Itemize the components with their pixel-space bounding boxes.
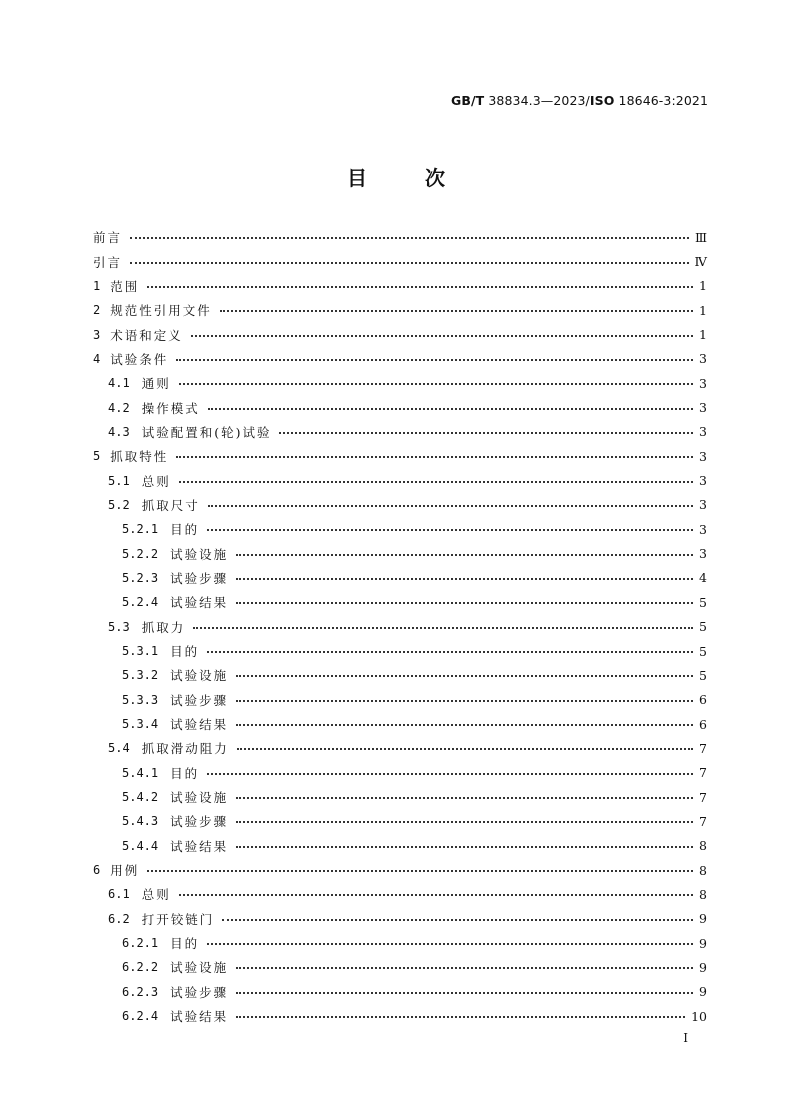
toc-dot-leader	[236, 846, 693, 848]
toc-dot-leader	[236, 578, 693, 580]
toc-entry-page: 3	[699, 497, 707, 513]
toc-entry-label: 试验步骤	[170, 814, 229, 830]
toc-entry-number: 5.1	[108, 473, 130, 488]
toc-dot-leader	[179, 894, 693, 896]
toc-entry-label: 试验配置和(轮)试验	[141, 424, 272, 440]
toc-entry-page: 6	[699, 692, 707, 708]
standard-prefix: GB/T	[451, 93, 485, 108]
toc-dot-leader	[236, 1016, 685, 1018]
toc-dot-leader	[130, 262, 688, 264]
toc-entry[interactable]	[93, 420, 707, 444]
toc-entry[interactable]	[93, 980, 707, 1004]
toc-entry-number: 6.2.4	[122, 1009, 159, 1024]
toc-entry[interactable]	[93, 858, 707, 882]
toc-entry-label: 抓取滑动阻力	[141, 741, 229, 757]
toc-entry[interactable]	[93, 785, 707, 809]
toc-dot-leader	[176, 359, 693, 361]
toc-entry-number: 4.1	[108, 376, 130, 391]
toc-entry-label: 用例	[110, 863, 140, 879]
toc-entry[interactable]	[93, 882, 707, 906]
toc-entry-page: 3	[699, 375, 707, 391]
toc-entry-label: 试验结果	[170, 595, 229, 611]
toc-dot-leader	[193, 627, 693, 629]
toc-entry[interactable]	[93, 590, 707, 614]
toc-entry[interactable]	[93, 663, 707, 687]
toc-entry[interactable]	[93, 249, 707, 273]
toc-entry-label: 试验步骤	[170, 692, 229, 708]
toc-dot-leader	[279, 432, 693, 434]
toc-entry-label: 目的	[170, 765, 200, 781]
toc-entry-label: 术语和定义	[110, 327, 183, 343]
toc-entry-label: 通则	[141, 376, 171, 392]
toc-entry-label: 打开铰链门	[141, 911, 215, 927]
toc-dot-leader	[236, 992, 693, 994]
toc-entry-page: 5	[699, 643, 707, 659]
toc-dot-leader	[147, 286, 693, 288]
toc-entry-page: 9	[699, 959, 707, 975]
toc-dot-leader	[236, 602, 693, 604]
toc-entry-page: 9	[699, 935, 707, 951]
toc-entry-label: 试验步骤	[170, 984, 229, 1000]
toc-entry-label: 试验步骤	[170, 570, 229, 586]
toc-dot-leader	[207, 943, 693, 945]
toc-entry-number: 5.3.1	[122, 644, 159, 659]
toc-entry-page: 5	[699, 594, 707, 610]
toc-dot-leader	[236, 675, 693, 677]
toc-entry-number: 4.2	[108, 400, 130, 415]
toc-entry-page: 9	[699, 911, 707, 927]
toc-entry[interactable]	[93, 736, 707, 760]
toc-dot-leader	[179, 481, 693, 483]
toc-entry-label: 试验设施	[170, 668, 229, 684]
toc-entry-page: 5	[699, 667, 707, 683]
toc-entry-label: 范围	[110, 278, 140, 294]
toc-entry-label: 试验结果	[170, 838, 229, 854]
page-title	[0, 162, 792, 191]
toc-dot-leader	[208, 408, 693, 410]
toc-entry-page: 8	[699, 886, 707, 902]
toc-entry-number: 4	[93, 351, 101, 366]
toc-entry-label: 抓取特性	[110, 449, 169, 465]
toc-dot-leader	[207, 529, 693, 531]
toc-entry[interactable]	[93, 395, 707, 419]
toc-entry-number: 5.3.3	[122, 692, 159, 707]
toc-entry-number: 6.2.1	[122, 936, 159, 951]
toc-entry-number: 5.3	[108, 619, 130, 634]
toc-dot-leader	[130, 237, 689, 239]
toc-dot-leader	[236, 554, 693, 556]
toc-dot-leader	[237, 748, 693, 750]
toc-entry[interactable]	[93, 615, 707, 639]
toc-entry[interactable]	[93, 493, 707, 517]
toc-dot-leader	[236, 724, 693, 726]
toc-entry-page: 7	[699, 765, 707, 781]
toc-dot-leader	[236, 700, 693, 702]
toc-entry-number: 5.2.2	[122, 546, 159, 561]
toc-entry-number: 5.2.4	[122, 595, 159, 610]
toc-entry-number: 6.1	[108, 887, 130, 902]
toc-dot-leader	[147, 870, 693, 872]
toc-entry-number: 5.4.4	[122, 838, 159, 853]
toc-entry-number: 6.2	[108, 911, 130, 926]
toc-entry-page: 8	[699, 862, 707, 878]
toc-entry-page: 9	[699, 984, 707, 1000]
toc-entry-label: 总则	[141, 473, 171, 489]
toc-entry-number: 5	[93, 449, 101, 464]
iso-prefix: ISO	[589, 93, 615, 108]
toc-entry-label: 试验设施	[170, 546, 229, 562]
toc-dot-leader	[236, 821, 693, 823]
toc-entry[interactable]	[93, 347, 707, 371]
page-number: I	[683, 1031, 688, 1045]
toc-entry[interactable]	[93, 371, 707, 395]
toc-dot-leader	[207, 773, 693, 775]
toc-entry[interactable]	[93, 688, 707, 712]
toc-entry-page: 3	[699, 521, 707, 537]
toc-dot-leader	[179, 383, 693, 385]
standard-number-header	[451, 93, 708, 108]
toc-dot-leader	[207, 651, 693, 653]
toc-dot-leader	[222, 919, 693, 921]
toc-entry-page: 6	[699, 716, 707, 732]
toc-entry-page: 5	[699, 619, 707, 635]
toc-entry-number: 6.2.3	[122, 984, 159, 999]
toc-entry-page: Ⅲ	[694, 229, 707, 245]
table-of-contents	[93, 225, 707, 1028]
toc-dot-leader	[176, 456, 693, 458]
toc-entry[interactable]	[93, 1004, 707, 1028]
toc-entry[interactable]	[93, 541, 707, 565]
toc-entry-number: 1	[93, 278, 101, 293]
toc-entry-label: 抓取力	[141, 619, 186, 635]
toc-entry-number: 6	[93, 863, 101, 878]
toc-entry[interactable]	[93, 955, 707, 979]
toc-entry[interactable]	[93, 468, 707, 492]
page-title-char-1: 目	[347, 166, 367, 190]
toc-entry-label: 规范性引用文件	[110, 303, 212, 319]
toc-entry[interactable]	[93, 907, 707, 931]
toc-entry-page: 4	[699, 570, 707, 586]
toc-entry[interactable]	[93, 322, 707, 346]
toc-entry-page: 7	[699, 740, 707, 756]
toc-entry-number: 5.2.3	[122, 570, 159, 585]
toc-entry-number: 3	[93, 327, 101, 342]
toc-entry-number: 5.4.3	[122, 814, 159, 829]
toc-entry-page: 3	[699, 448, 707, 464]
toc-entry-number: 5.2	[108, 497, 130, 512]
toc-entry-label: 目的	[170, 644, 200, 660]
toc-entry-number: 5.4.1	[122, 765, 159, 780]
toc-entry-number: 2	[93, 303, 101, 318]
toc-entry[interactable]	[93, 298, 707, 322]
toc-entry[interactable]	[93, 931, 707, 955]
page-title-char-2: 次	[425, 166, 445, 190]
toc-entry-label: 试验结果	[170, 1009, 229, 1025]
toc-entry-label: 目的	[170, 522, 200, 538]
toc-entry-page: Ⅳ	[694, 254, 707, 270]
toc-entry[interactable]	[93, 444, 707, 468]
toc-entry-page: 3	[699, 400, 707, 416]
toc-entry-number: 5.4.2	[122, 790, 159, 805]
toc-entry-page: 1	[699, 278, 707, 294]
toc-entry-label: 试验设施	[170, 790, 229, 806]
toc-dot-leader	[208, 505, 693, 507]
toc-entry-label: 目的	[170, 936, 200, 952]
toc-entry-number: 5.3.4	[122, 717, 159, 732]
toc-entry-page: 3	[699, 546, 707, 562]
toc-entry-number: 5.4	[108, 741, 130, 756]
toc-entry[interactable]	[93, 517, 707, 541]
standard-body: 38834.3—2023/	[484, 93, 590, 108]
toc-dot-leader	[236, 797, 693, 799]
toc-entry-label: 操作模式	[141, 400, 200, 416]
toc-entry[interactable]	[93, 225, 707, 249]
toc-entry[interactable]	[93, 712, 707, 736]
toc-entry-label: 总则	[141, 887, 171, 903]
toc-entry-number: 5.3.2	[122, 668, 159, 683]
toc-entry-number: 6.2.2	[122, 960, 159, 975]
toc-entry[interactable]	[93, 761, 707, 785]
toc-entry[interactable]	[93, 809, 707, 833]
toc-dot-leader	[191, 335, 693, 337]
toc-entry-label: 前言	[93, 230, 123, 246]
toc-entry[interactable]	[93, 834, 707, 858]
toc-entry-page: 3	[699, 351, 707, 367]
toc-entry-page: 8	[699, 838, 707, 854]
toc-entry-label: 试验条件	[110, 351, 169, 367]
toc-entry-page: 3	[699, 473, 707, 489]
toc-entry-page: 10	[691, 1008, 707, 1024]
toc-entry-page: 3	[699, 424, 707, 440]
toc-entry-number: 4.3	[108, 424, 130, 439]
toc-entry-label: 试验结果	[170, 717, 229, 733]
toc-entry-page: 1	[699, 302, 707, 318]
toc-entry[interactable]	[93, 566, 707, 590]
toc-entry-label: 抓取尺寸	[141, 497, 200, 513]
toc-entry[interactable]	[93, 274, 707, 298]
toc-entry[interactable]	[93, 639, 707, 663]
toc-dot-leader	[236, 967, 693, 969]
toc-entry-label: 引言	[93, 254, 123, 270]
toc-entry-number: 5.2.1	[122, 522, 159, 537]
iso-body: 18646-3:2021	[614, 93, 708, 108]
toc-entry-page: 7	[699, 813, 707, 829]
toc-entry-page: 1	[699, 327, 707, 343]
toc-entry-label: 试验设施	[170, 960, 229, 976]
toc-dot-leader	[220, 310, 693, 312]
toc-entry-page: 7	[699, 789, 707, 805]
